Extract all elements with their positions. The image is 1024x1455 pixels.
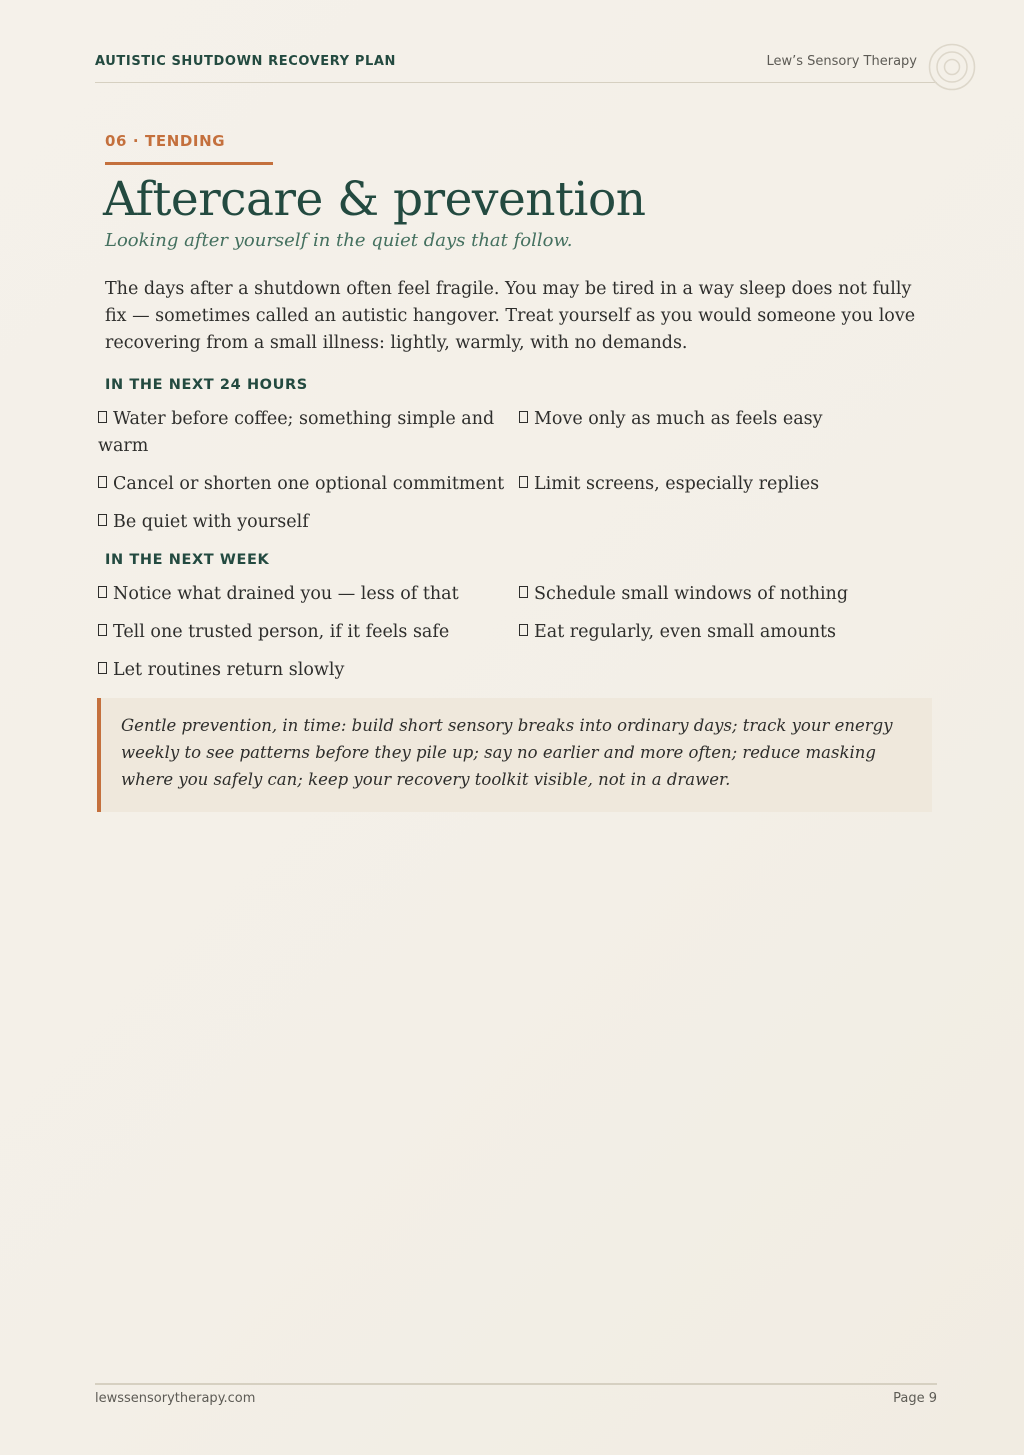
next-week-heading: IN THE NEXT WEEK: [105, 552, 270, 568]
checkbox-icon: [98, 662, 107, 674]
checklist-item: [519, 471, 938, 498]
checkbox-icon: [98, 586, 107, 598]
checklist-item-text: Schedule small windows of nothing: [534, 584, 849, 604]
checklist-item: [98, 619, 519, 646]
brand-name: Lew’s Sensory Therapy: [766, 54, 917, 69]
footer-rule: [95, 1383, 937, 1385]
document-title: AUTISTIC SHUTDOWN RECOVERY PLAN: [95, 54, 396, 69]
checkbox-icon: [519, 586, 528, 598]
checklist-item-text: Let routines return slowly: [113, 660, 345, 680]
next-24-hours-list: [98, 406, 938, 536]
checklist-item: [98, 581, 519, 608]
footer-website: lewssensorytherapy.com: [95, 1391, 256, 1406]
concentric-circles-icon: [928, 43, 976, 91]
callout-text: Gentle prevention, in time: build short sensory breaks into ordinary days; track your energy weekly to see patterns before they pile up; say no earlier and more often; reduce masking where you safely can; keep your recovery toolkit visible, not in a drawer.: [121, 716, 893, 789]
checkbox-icon: [98, 624, 107, 636]
next-week-list: [98, 581, 938, 684]
page-header: [95, 52, 937, 83]
checklist-item: [519, 581, 938, 608]
checklist-item: [98, 509, 519, 536]
checkbox-icon: [519, 411, 528, 423]
section-eyebrow: 06 · TENDING: [105, 132, 226, 150]
checklist-item-text: Limit screens, especially replies: [534, 474, 820, 494]
checkbox-icon: [98, 476, 107, 488]
checkbox-icon: [519, 476, 528, 488]
intro-paragraph: The days after a shutdown often feel fragile. You may be tired in a way sleep does not fully fix — sometimes called an autistic hangover. Treat yourself as you would someone you love recovering from a small illness: lightly, warmly, with no demands.: [105, 279, 916, 353]
page-subtitle: Looking after yourself in the quiet days that follow.: [105, 230, 573, 251]
checklist-item-text: Cancel or shorten one optional commitment: [113, 474, 505, 494]
checklist-item: [519, 619, 938, 646]
checklist-item-text: Water before coffee; something simple and warm: [98, 409, 495, 456]
next-24-hours-heading: IN THE NEXT 24 HOURS: [105, 377, 308, 393]
checklist-item-text: Tell one trusted person, if it feels safe: [113, 622, 450, 642]
checkbox-icon: [98, 514, 107, 526]
checkbox-icon: [519, 624, 528, 636]
checklist-item-text: Be quiet with yourself: [113, 512, 309, 532]
prevention-callout: [97, 698, 932, 812]
checkbox-icon: [98, 411, 107, 423]
checklist-item: [98, 657, 519, 684]
page-number: Page 9: [893, 1391, 937, 1406]
checklist-item-text: Move only as much as feels easy: [534, 409, 823, 429]
checklist-item-text: Notice what drained you — less of that: [113, 584, 459, 604]
checklist-item-text: Eat regularly, even small amounts: [534, 622, 836, 642]
checklist-item: [519, 406, 938, 460]
checklist-item: [98, 406, 519, 460]
checklist-item: [98, 471, 519, 498]
eyebrow-rule: [105, 162, 273, 165]
page-title: Aftercare & prevention: [103, 172, 646, 227]
